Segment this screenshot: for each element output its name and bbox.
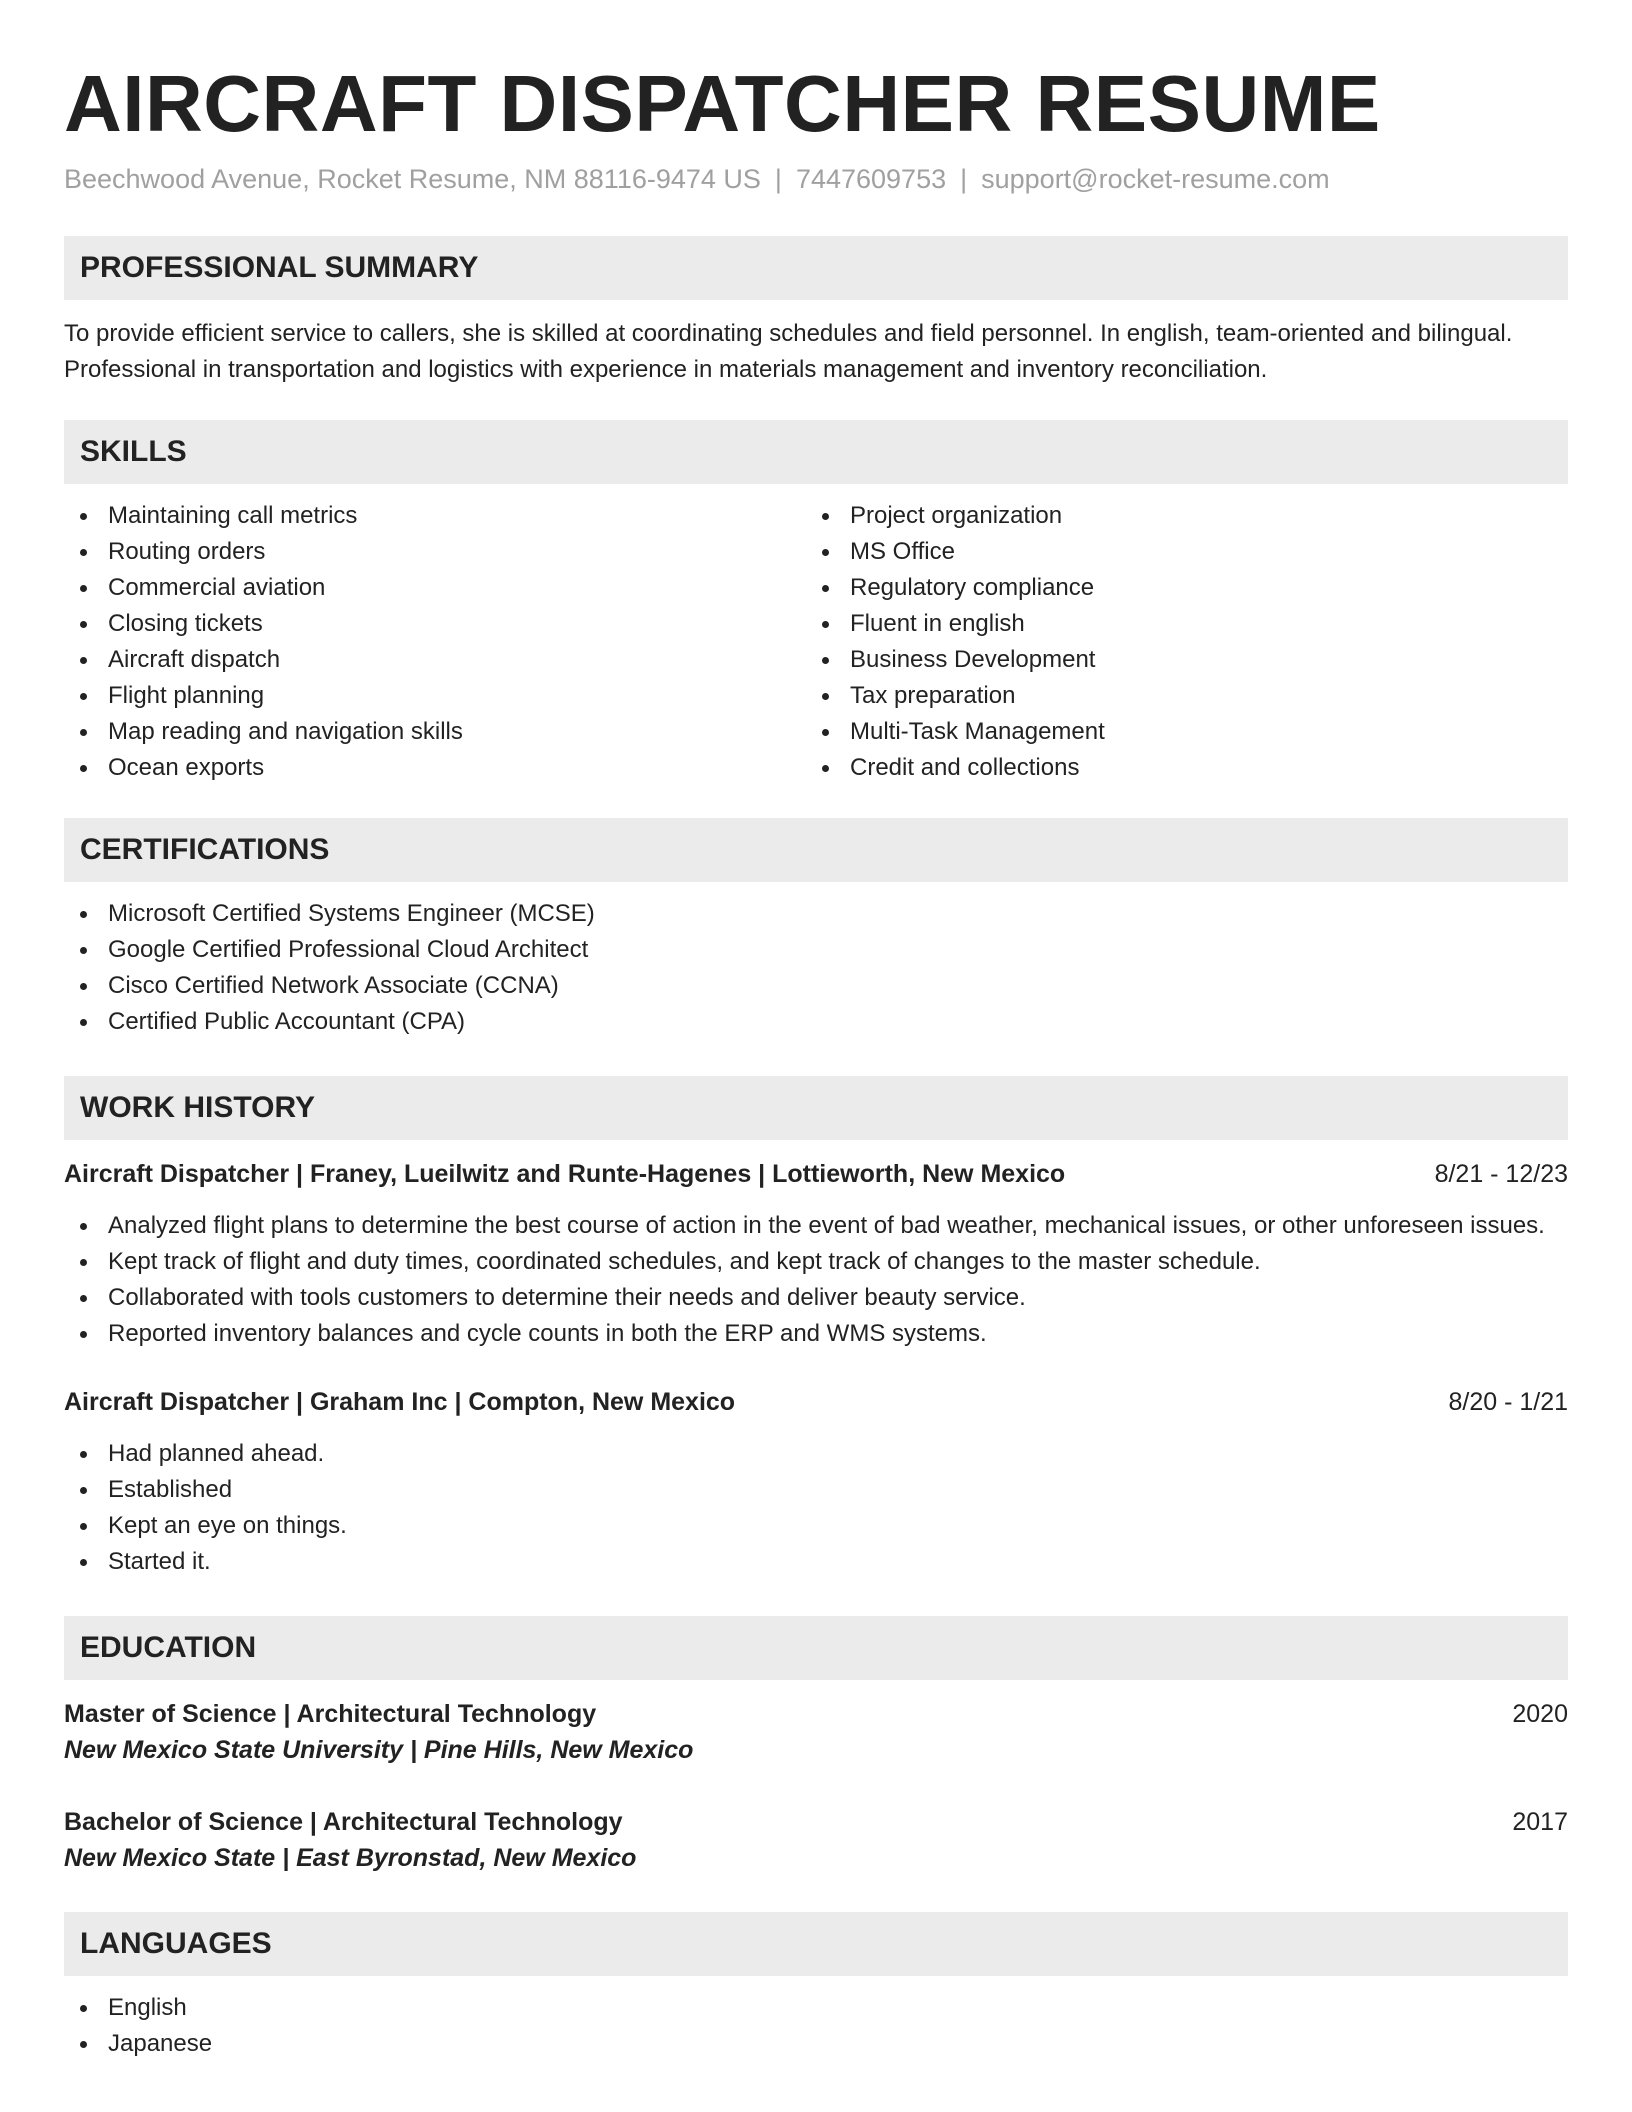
skill-item: Map reading and navigation skills <box>64 714 806 750</box>
resume-title: AIRCRAFT DISPATCHER RESUME <box>64 59 1381 148</box>
contact-separator: | <box>960 164 968 194</box>
job-bullet: Collaborated with tools customers to determine their needs and deliver beauty service. <box>64 1280 1568 1316</box>
contact-phone: 7447609753 <box>795 164 947 194</box>
education-school: New Mexico State University | Pine Hills, New Mexico <box>64 1736 694 1764</box>
certifications-list <box>64 896 1568 1040</box>
certification-item: Microsoft Certified Systems Engineer (MCSE) <box>64 896 1568 932</box>
summary-text: To provide efficient service to callers, she is skilled at coordinating schedules and field personnel. In english, team-oriented and bilingual. Professional in transportation and logistics with experience in materials management and inventory reconciliation. <box>64 320 1513 383</box>
job-entry <box>64 1384 1568 1580</box>
language-item: Japanese <box>64 2026 1568 2062</box>
skill-item: Tax preparation <box>806 678 1548 714</box>
education-degree: Bachelor of Science | Architectural Technology <box>64 1808 623 1836</box>
skill-item: Ocean exports <box>64 750 806 786</box>
job-bullet: Started it. <box>64 1544 1568 1580</box>
skill-item: Project organization <box>806 498 1548 534</box>
language-item: English <box>64 1990 1568 2026</box>
skill-item: Business Development <box>806 642 1548 678</box>
certification-item: Certified Public Accountant (CPA) <box>64 1004 1568 1040</box>
contact-email: support@rocket-resume.com <box>981 164 1330 194</box>
education-entry <box>64 1804 1568 1876</box>
summary-section <box>64 236 1568 388</box>
job-bullet: Had planned ahead. <box>64 1436 1568 1472</box>
job-bullet: Kept track of flight and duty times, coordinated schedules, and kept track of changes to the master schedule. <box>64 1244 1568 1280</box>
education-degree: Master of Science | Architectural Technology <box>64 1700 597 1728</box>
resume-page <box>64 0 1568 2062</box>
certifications-heading: CERTIFICATIONS <box>64 818 1568 882</box>
summary-heading: PROFESSIONAL SUMMARY <box>64 236 1568 300</box>
job-bullet: Analyzed flight plans to determine the best course of action in the event of bad weather, mechanical issues, or other unforeseen issues. <box>64 1208 1568 1244</box>
skill-item: Multi-Task Management <box>806 714 1548 750</box>
skills-list-right <box>806 498 1548 786</box>
languages-heading: LANGUAGES <box>64 1912 1568 1976</box>
education-year: 2017 <box>1512 1808 1568 1836</box>
job-bullet: Kept an eye on things. <box>64 1508 1568 1544</box>
skill-item: Aircraft dispatch <box>64 642 806 678</box>
skill-item: Routing orders <box>64 534 806 570</box>
job-bullet: Established <box>64 1472 1568 1508</box>
contact-separator: | <box>774 164 782 194</box>
skills-list-left <box>64 498 806 786</box>
job-entry <box>64 1156 1568 1352</box>
skills-section <box>64 420 1568 786</box>
job-dates: 8/20 - 1/21 <box>1448 1388 1568 1416</box>
work-history-section <box>64 1076 1568 1580</box>
job-title: Aircraft Dispatcher | Graham Inc | Compton, New Mexico <box>64 1388 736 1416</box>
work-history-heading: WORK HISTORY <box>64 1076 1568 1140</box>
certification-item: Google Certified Professional Cloud Architect <box>64 932 1568 968</box>
skills-columns <box>64 498 1568 786</box>
education-entry <box>64 1696 1568 1768</box>
education-school: New Mexico State | East Byronstad, New Mexico <box>64 1844 637 1872</box>
skill-item: Maintaining call metrics <box>64 498 806 534</box>
skill-item: Commercial aviation <box>64 570 806 606</box>
skill-item: MS Office <box>806 534 1548 570</box>
education-header <box>64 1804 1568 1840</box>
languages-list <box>64 1990 1568 2062</box>
skill-item: Credit and collections <box>806 750 1548 786</box>
skills-heading: SKILLS <box>64 420 1568 484</box>
job-header <box>64 1156 1568 1192</box>
contact-line <box>64 162 1568 196</box>
education-heading: EDUCATION <box>64 1616 1568 1680</box>
contact-address: Beechwood Avenue, Rocket Resume, NM 88116-9474 US <box>64 164 761 194</box>
certification-item: Cisco Certified Network Associate (CCNA) <box>64 968 1568 1004</box>
skill-item: Regulatory compliance <box>806 570 1548 606</box>
job-bullets <box>64 1208 1568 1352</box>
job-title: Aircraft Dispatcher | Franey, Lueilwitz and Runte-Hagenes | Lottieworth, New Mexico <box>64 1160 1066 1188</box>
skill-item: Flight planning <box>64 678 806 714</box>
education-header <box>64 1696 1568 1732</box>
skill-item: Fluent in english <box>806 606 1548 642</box>
job-dates: 8/21 - 12/23 <box>1434 1160 1568 1188</box>
education-section <box>64 1616 1568 1876</box>
job-bullet: Reported inventory balances and cycle counts in both the ERP and WMS systems. <box>64 1316 1568 1352</box>
education-year: 2020 <box>1512 1700 1568 1728</box>
skill-item: Closing tickets <box>64 606 806 642</box>
job-header <box>64 1384 1568 1420</box>
languages-section <box>64 1912 1568 2062</box>
job-bullets <box>64 1436 1568 1580</box>
certifications-section <box>64 818 1568 1040</box>
